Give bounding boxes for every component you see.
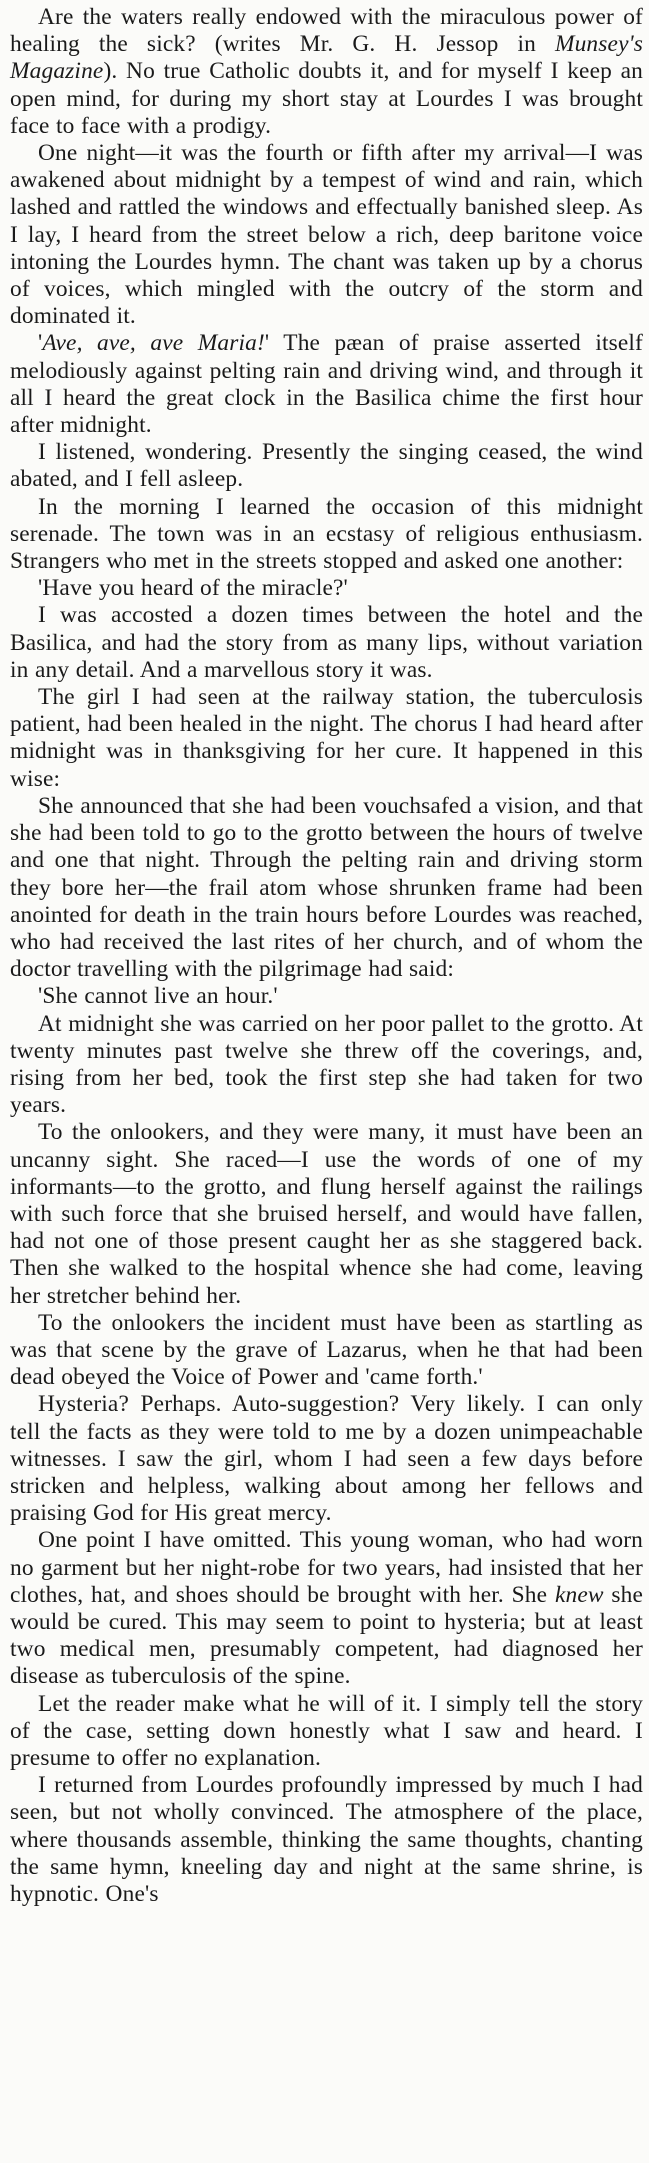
article-paragraph — [10, 1391, 643, 1527]
article-paragraph — [10, 4, 643, 140]
article-paragraph — [10, 575, 643, 602]
paragraph-text: she would be cured. This may seem to point to hysteria; but at least two medical men, presumably competent, had diagnosed her disease as tuberculosis of the spine. — [10, 1581, 643, 1690]
paragraph-text: Let the reader make what he will of it. I simply tell the story of the case, setting down honestly what I saw and heard. I presume to offer no explanation. — [10, 1690, 643, 1771]
article-paragraph — [10, 1011, 643, 1120]
paragraph-text: Hysteria? Perhaps. Auto-suggestion? Very likely. I can only tell the facts as they were told to me by a dozen unimpeachable witnesses. I saw the girl, whom I had seen a few days before stricken and helpless, walking about among her fellows and praising God for His great mercy. — [10, 1391, 643, 1527]
article-paragraph — [10, 684, 643, 793]
paragraph-text: ' — [38, 330, 43, 357]
italic-text: knew — [554, 1581, 604, 1608]
paragraph-text: Are the waters really endowed with the miraculous power of healing the sick? (writes Mr. G. H. Jessop in — [10, 4, 643, 58]
paragraph-text: To the onlookers, and they were many, it must have been an uncanny sight. She raced—I use the words of one of my informants—to the grotto, and flung herself against the railings with such force that she bruised herself, and would have fallen, had not one of those present caught her as she staggered back. Then she walked to the hospital whence she had come, leaving her stretcher behind her. — [10, 1119, 643, 1309]
paragraph-text: I was accosted a dozen times between the hotel and the Basilica, and had the story from as many lips, without variation in any detail. And a marvellous story it was. — [10, 602, 643, 683]
article-paragraph — [10, 1691, 643, 1773]
paragraph-text: In the morning I learned the occasion of this midnight serenade. The town was in an ecstasy of religious enthusiasm. Strangers who met in the streets stopped and asked one another: — [10, 493, 643, 575]
article-paragraph — [10, 1310, 643, 1392]
italic-text: Ave, ave, ave Maria! — [42, 330, 265, 357]
article-paragraph — [10, 439, 643, 493]
italic-text: Munsey's Magazine — [10, 31, 643, 85]
paragraph-text: 'Have you heard of the miracle?' — [38, 575, 348, 602]
article-body — [10, 4, 643, 1908]
article-paragraph — [10, 602, 643, 684]
article-paragraph — [10, 793, 643, 983]
paragraph-text: ' The pæan of praise asserted itself melodiously against pelting rain and driving wind, and through it all I heard the great clock in the Basilica chime the first hour after midnight. — [10, 330, 643, 439]
paragraph-text: I listened, wondering. Presently the singing ceased, the wind abated, and I fell asleep. — [10, 439, 643, 493]
article-paragraph — [10, 1527, 643, 1690]
paragraph-text: To the onlookers the incident must have been as startling as was that scene by the grave of Lazarus, when he that had been dead obeyed the Voice of Power and 'came forth.' — [10, 1309, 643, 1391]
paragraph-text: She announced that she had been vouchsafed a vision, and that she had been told to go to the grotto between the hours of twelve and one that night. Through the pelting rain and driving storm they bore her—the frail atom whose shrunken frame had been anointed for death in the train hours before Lourdes was reached, who had received the last rites of her church, and of whom the doctor travelling with the pilgrimage had said: — [10, 792, 643, 983]
paragraph-text: I returned from Lourdes profoundly impressed by much I had seen, but not wholly convinced. The atmosphere of the place, where thousands assemble, thinking the same thoughts, chanting the same hymn, kneeling day and night at the same shrine, is hypnotic. One's — [10, 1772, 643, 1908]
article-paragraph — [10, 494, 643, 576]
paragraph-text: At midnight she was carried on her poor pallet to the grotto. At twenty minutes past twelve she threw off the coverings, and, rising from her bed, took the first step she had taken for two years. — [10, 1010, 643, 1119]
paragraph-text: ). No true Catholic doubts it, and for myself I keep an open mind, for during my short stay at Lourdes I was brought face to face with a prodigy. — [10, 58, 643, 139]
paragraph-text: One night—it was the fourth or fifth after my arrival—I was awakened about midnight by a tempest of wind and rain, which lashed and rattled the windows and effectually banished sleep. As I lay, I heard from the street below a rich, deep baritone voice intoning the Lourdes hymn. The chant was taken up by a chorus of voices, which mingled with the outcry of the storm and dominated it. — [10, 140, 643, 330]
article-paragraph — [10, 1772, 643, 1908]
article-paragraph — [10, 330, 643, 439]
article-paragraph — [10, 983, 643, 1010]
article-paragraph — [10, 1119, 643, 1309]
paragraph-text: One point I have omitted. This young woman, who had worn no garment but her night-robe for two years, had insisted that her clothes, hat, and shoes should be brought with her. She — [10, 1527, 643, 1608]
article-paragraph — [10, 140, 643, 330]
paragraph-text: 'She cannot live an hour.' — [38, 983, 278, 1010]
paragraph-text: The girl I had seen at the railway station, the tuberculosis patient, had been healed in the night. The chorus I had heard after midnight was in thanksgiving for her cure. It happened in this wise: — [10, 684, 643, 792]
